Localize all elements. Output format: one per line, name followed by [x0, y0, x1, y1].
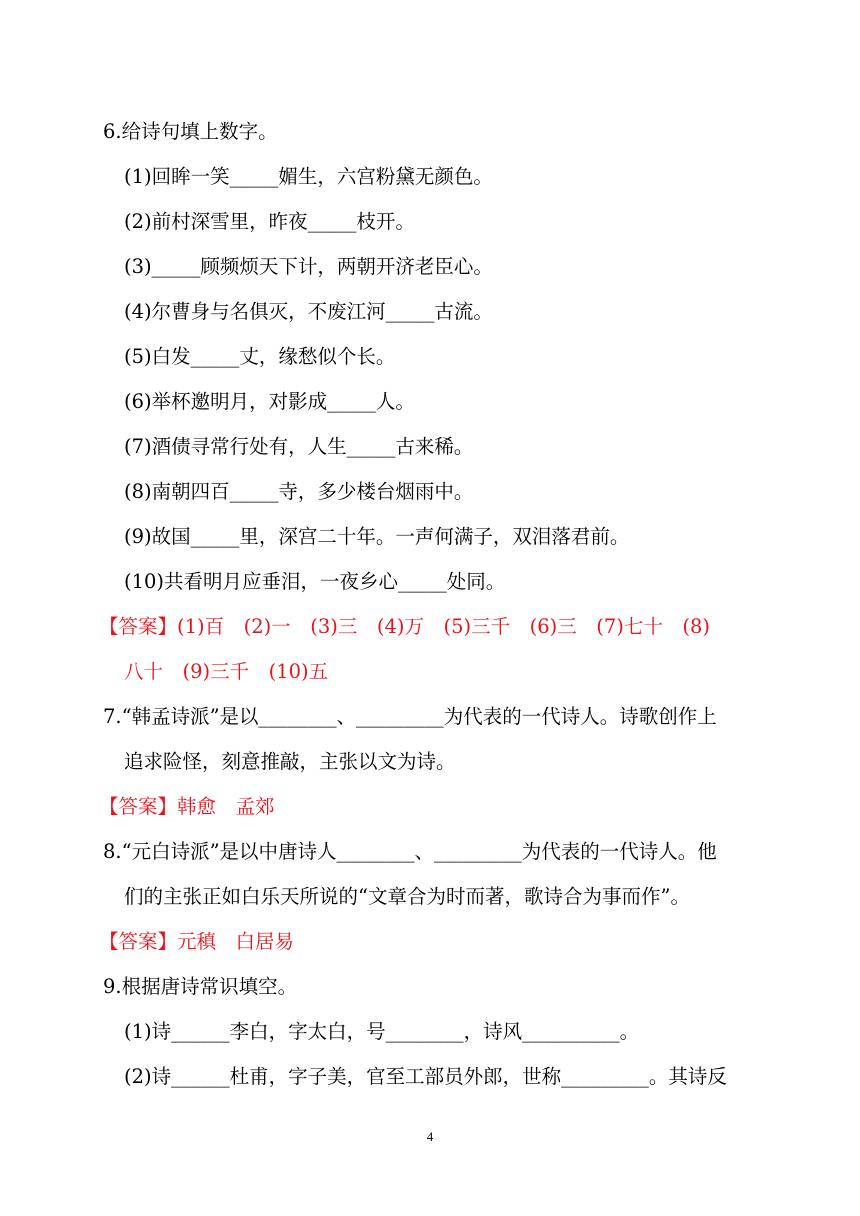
question-9-title: 9.根据唐诗常识填空。	[103, 975, 298, 998]
question-6-item-4: (4)尔曹身与名俱灭，不废江河_____古流。	[124, 300, 493, 323]
question-6-item-8: (8)南朝四百_____寺，多少楼台烟雨中。	[124, 480, 474, 503]
question-6-item-9: (9)故国_____里，深宫二十年。一声何满子，双泪落君前。	[124, 525, 630, 548]
question-8-line-1: 8.“元白诗派”是以中唐诗人________、_________为代表的一代诗人。他	[103, 840, 717, 863]
question-6-title: 6.给诗句填上数字。	[103, 120, 278, 143]
question-6-item-10: (10)共看明月应垂泪，一夜乡心_____处同。	[124, 570, 506, 593]
question-9-item-2: (2)诗______杜甫，字子美，官至工部员外郎，世称_________。其诗反	[124, 1065, 727, 1088]
question-6-item-2: (2)前村深雪里，昨夜_____枝开。	[124, 210, 415, 233]
question-6-answer-line-2: 八十 (9)三千 (10)五	[124, 660, 329, 683]
question-7-line-1: 7.“韩孟诗派”是以________、_________为代表的一代诗人。诗歌创作上	[103, 705, 717, 728]
question-6-item-3: (3)_____顾频烦天下计，两朝开济老臣心。	[124, 255, 493, 278]
page-number: 4	[426, 1129, 434, 1144]
question-9-item-1: (1)诗______李白，字太白，号________，诗风__________。	[124, 1020, 640, 1043]
document-body	[99, 109, 763, 1099]
question-7-answer: 【答案】韩愈 孟郊	[99, 795, 275, 818]
question-6-item-5: (5)白发_____丈，缘愁似个长。	[124, 345, 396, 368]
question-6-item-7: (7)酒债寻常行处有，人生_____古来稀。	[124, 435, 474, 458]
question-8-answer: 【答案】元稹 白居易	[99, 930, 295, 953]
question-8-line-2: 们的主张正如白乐天所说的“文章合为时而著，歌诗合为事而作”。	[124, 885, 690, 908]
question-6-answer-line-1: 【答案】(1)百 (2)一 (3)三 (4)万 (5)三千 (6)三 (7)七十 (8)	[99, 615, 710, 638]
question-6-item-6: (6)举杯邀明月，对影成_____人。	[124, 390, 415, 413]
question-6-item-1: (1)回眸一笑_____媚生，六宫粉黛无颜色。	[124, 165, 493, 188]
question-7-line-2: 追求险怪，刻意推敲，主张以文为诗。	[124, 750, 456, 773]
